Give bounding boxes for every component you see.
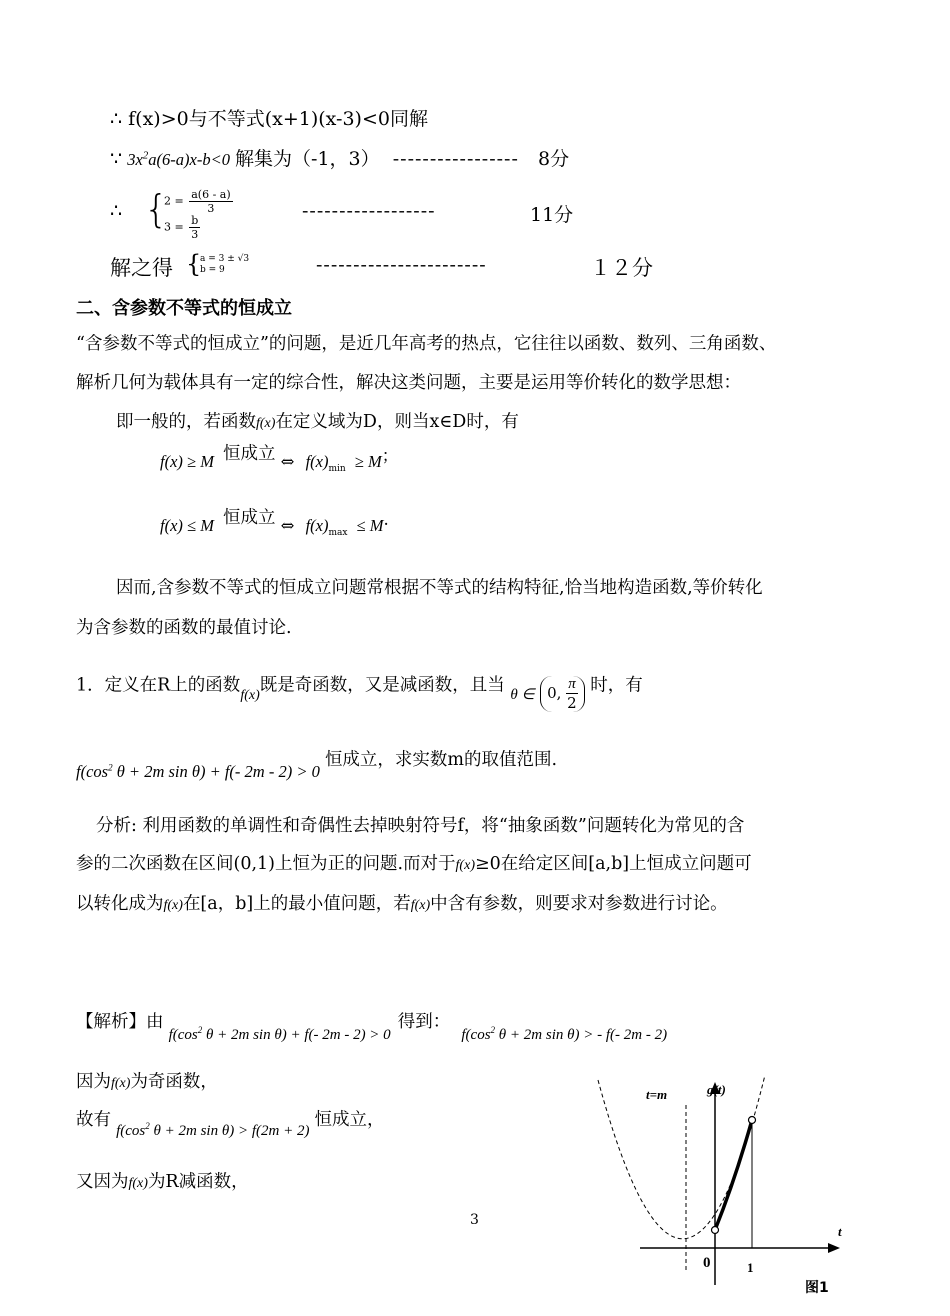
- analysis-line-2: 参的二次函数在区间(0,1)上恒为正的问题.而对于f(x)≥0在给定区间[a,b]上恒成立问题可: [76, 854, 752, 874]
- left-brace: {: [186, 250, 202, 278]
- figure-1: [590, 1070, 860, 1300]
- system-eq-2: 3 = $\frac{b}{3}$: [164, 214, 199, 241]
- dash-leader: ------------------: [302, 200, 436, 222]
- figure-caption: 图1: [805, 1280, 829, 1296]
- fraction: $\frac{a(6 - a)}{3}$: [191, 188, 231, 215]
- solution-set-text: 解集为（-1，3）: [235, 148, 380, 170]
- score-label: １２分: [590, 256, 653, 280]
- fraction: $\frac{b}{3}$: [191, 214, 199, 241]
- score-label: 11分: [530, 204, 574, 226]
- system-eq-a: a = 3 ± √3: [200, 254, 250, 264]
- x-axis-arrow: [828, 1243, 840, 1253]
- line-therefore-1: ∴ f(x)>0与不等式(x+1)(x-3)<0同解: [110, 108, 428, 130]
- because-symbol: ∵: [110, 148, 123, 170]
- analysis-line-1: 分析: 利用函数的单调性和奇偶性去掉映射符号f，将“抽象函数”问题转化为常见的含: [96, 816, 745, 836]
- para-line-1: 因而,含参数不等式的恒成立问题常根据不等式的结构特征,恰当地构造函数,等价转化: [116, 578, 763, 598]
- label-g-of-t: g(t): [707, 1082, 726, 1097]
- intro-line-3: 即一般的，若函数f(x)在定义域为D，则当x∈D时，有: [116, 412, 519, 432]
- step-1: 因为f(x)为奇函数，: [76, 1072, 218, 1092]
- left-brace: {: [144, 187, 169, 231]
- open-point-0: [712, 1227, 719, 1234]
- intro-line-2: 解析几何为载体具有一定的综合性，解决这类问题，主要是运用等价转化的数学思想：: [76, 373, 741, 393]
- dash-leader: -----------------------: [316, 254, 487, 276]
- open-point-1: [749, 1117, 756, 1124]
- analysis-line-3: 以转化成为f(x)在[a，b]上的最小值问题，若f(x)中含有参数，则要求对参数进行讨论。: [76, 894, 728, 914]
- therefore-symbol: ∴: [110, 200, 123, 222]
- rule-max: f(x) ≤ M 恒成立 ⇔ $f(x)_{max} \le M$.: [160, 508, 389, 539]
- question-1-line-1: 1．定义在R上的函数$_{f(x)}$既是奇函数，又是减函数，且当 θ ∈ 0, $\frac{\pi}{2}$ 时，有: [76, 675, 643, 712]
- rule-min: f(x) ≥ M 恒成立 ⇔ $f(x)_{min} \ge M$；: [160, 444, 399, 475]
- step-3: 又因为f(x)为R减函数，: [76, 1172, 249, 1192]
- fraction-pi-2: $\frac{\pi}{2}$: [567, 676, 577, 712]
- line-because: [110, 144, 569, 171]
- system-eq-b: b = 9: [200, 265, 225, 275]
- score-label: 8分: [537, 148, 570, 170]
- solve-label: 解之得: [110, 256, 173, 280]
- interval: 0, $\frac{\pi}{2}$: [540, 676, 585, 712]
- label-one: 1: [747, 1260, 754, 1275]
- step-2: 故有 $f(\cos^2$ θ + 2m sin θ) > f(2m + 2) 恒成立，: [76, 1110, 385, 1139]
- label-t: t: [838, 1224, 842, 1239]
- para-line-2: 为含参数的函数的最值讨论.: [76, 618, 292, 638]
- dash-leader: -----------------: [392, 148, 519, 170]
- solution-line: 【解析】由 $f(\cos^2$ θ + 2m sin θ) + f(- 2m - 2) > 0 得到： $f(\cos^2$ θ + 2m sin θ) > - f(- 2m - 2): [76, 1012, 668, 1043]
- math-inline: $3x^2a(6-a)x-b<0$: [127, 149, 230, 169]
- label-t-equals-m: t=m: [646, 1087, 668, 1102]
- question-1-line-2: $f(\cos^2$ θ + 2m sin θ) + f(- 2m - 2) > 0 恒成立，求实数m的取值范围.: [76, 750, 558, 781]
- system-eq-1: 2 = $\frac{a(6 - a)}{3}$: [164, 188, 231, 215]
- bold-curve-segment: [715, 1120, 752, 1230]
- page-number: 3: [470, 1212, 479, 1228]
- section-title: 二、含参数不等式的恒成立: [76, 298, 292, 319]
- label-origin: 0: [703, 1255, 711, 1271]
- intro-line-1: “含参数不等式的恒成立”的问题，是近几年高考的热点，它往往以函数、数列、三角函数、: [76, 334, 777, 354]
